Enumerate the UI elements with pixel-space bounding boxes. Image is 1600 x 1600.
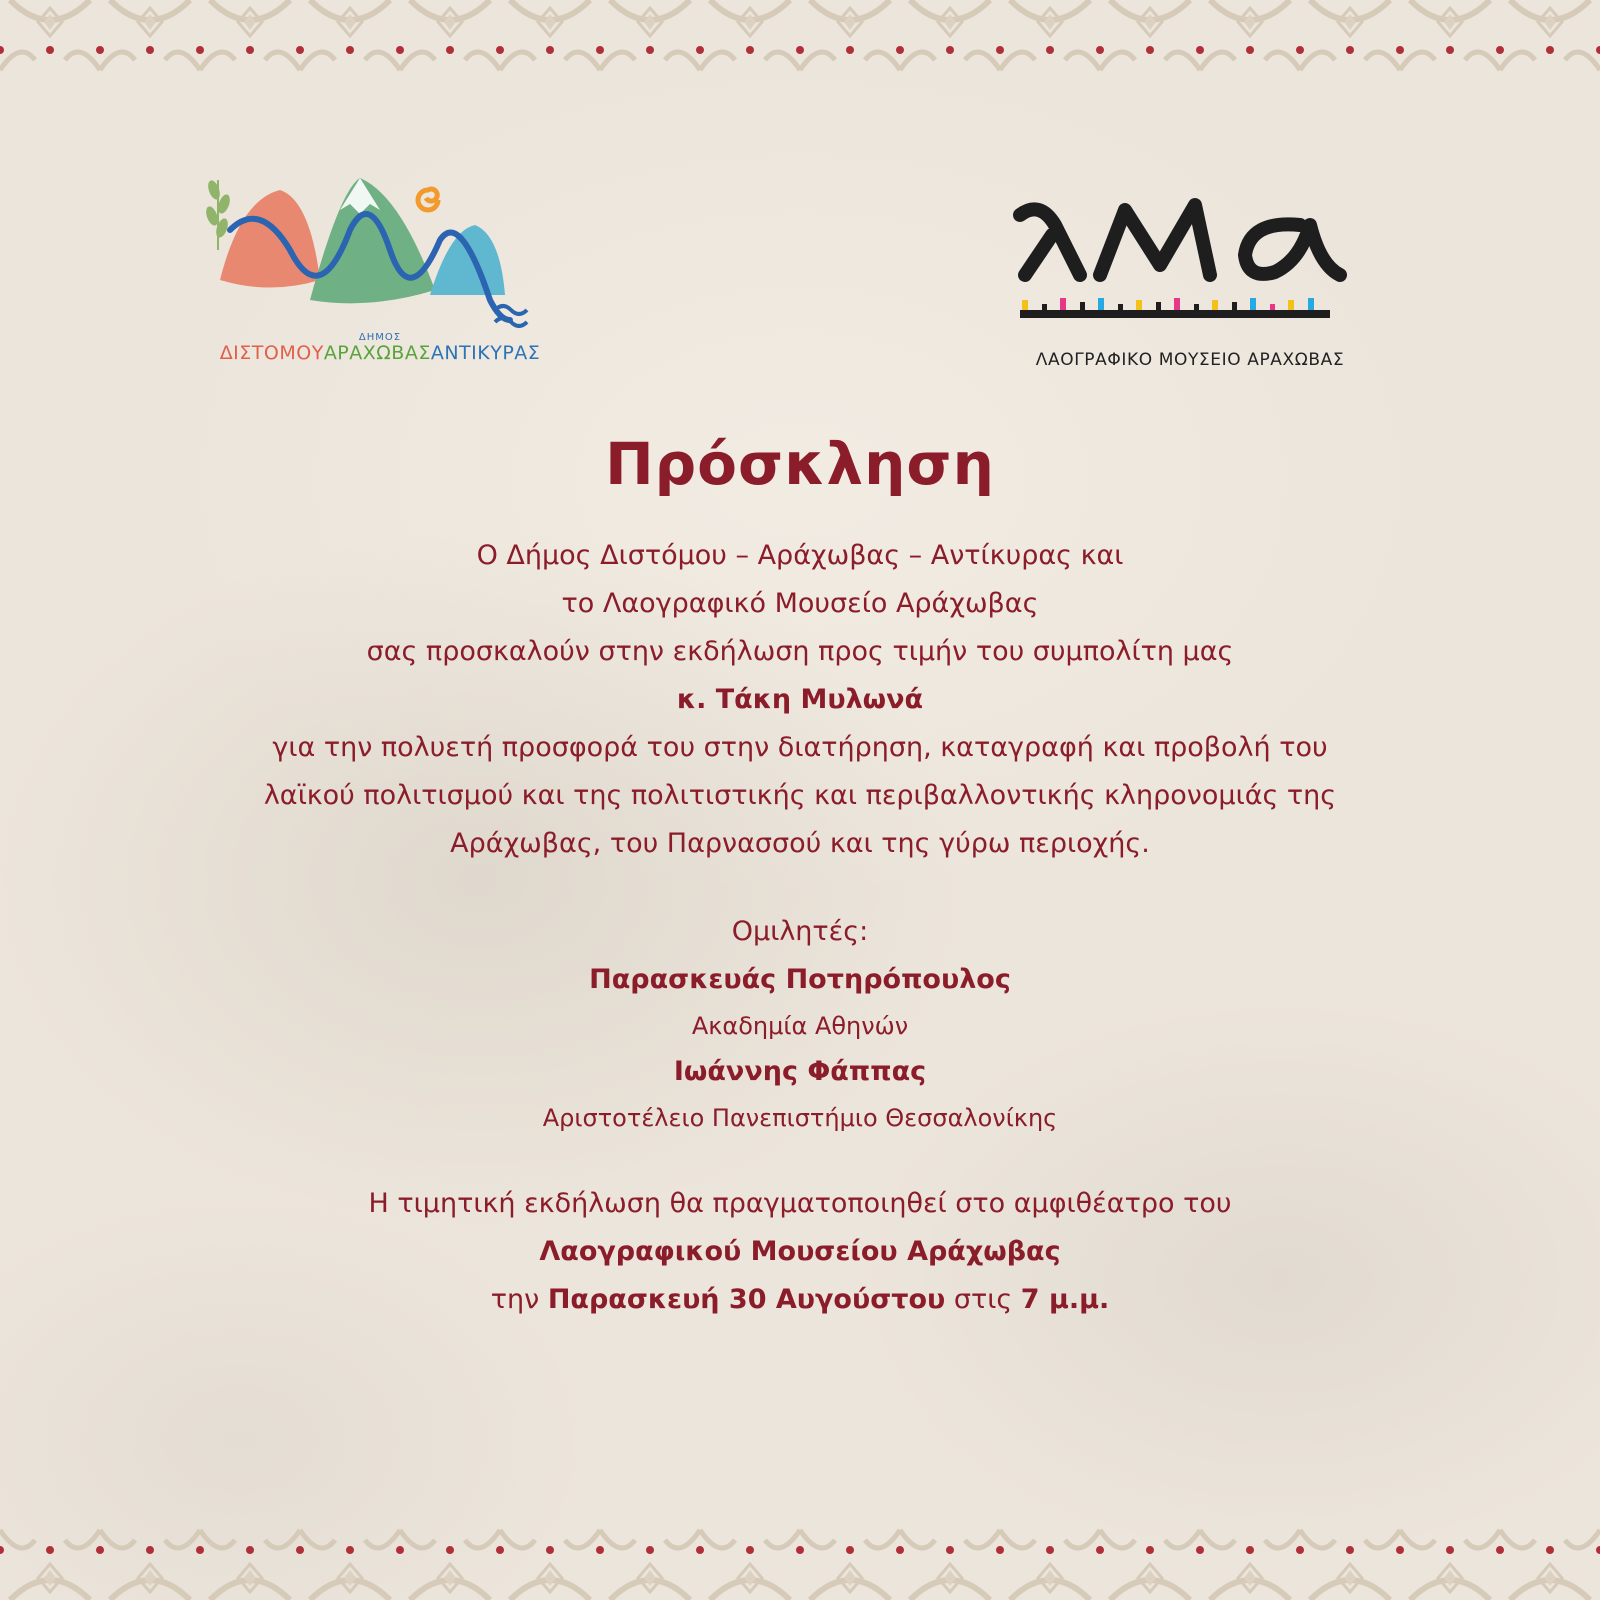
municipality-name <box>200 342 560 364</box>
wheat-icon <box>204 179 232 250</box>
municipality-logo <box>200 170 560 380</box>
speakers-label: Ομιλητές: <box>731 916 869 947</box>
museum-caption: ΛΑΟΓΡΑΦΙΚΟ ΜΟΥΣΕΙΟ ΑΡΑΧΩΒΑΣ <box>1035 350 1345 370</box>
speaker-2-affiliation: Αριστοτέλειο Πανεπιστήμιο Θεσσαλονίκης <box>542 1104 1058 1132</box>
municipality-name-part-2: ΑΡΑΧΩΒΑΣ <box>323 342 431 364</box>
municipality-name-part-1: ΔΙΣΤΟΜΟΥ <box>219 342 324 364</box>
intro-line-2: το Λαογραφικό Μουσείο Αράχωβας <box>561 588 1039 619</box>
museum-logo <box>1000 180 1380 380</box>
honoree-name: κ. Τάκη Μυλωνά <box>676 684 924 715</box>
museum-color-bars <box>1020 298 1330 318</box>
reason-line-2: λαϊκού πολιτισμού και της πολιτιστικής και περιβαλλοντικής κληρονομιάς της <box>263 780 1337 811</box>
museum-lma-wordmark <box>1000 180 1380 330</box>
venue-line: Η τιμητική εκδήλωση θα πραγματοποιηθεί στο αμφιθέατρο του <box>368 1188 1232 1219</box>
municipality-name-part-3: ΑΝΤΙΚΥΡΑΣ <box>430 342 541 364</box>
time-prefix: στις <box>953 1284 1013 1315</box>
reason-line-1: για την πολυετή προσφορά του στην διατήρηση, καταγραφή και προβολή του <box>272 732 1328 763</box>
venue-name: Λαογραφικού Μουσείου Αράχωβας <box>539 1236 1061 1267</box>
intro-line-1: Ο Δήμος Διστόμου – Αράχωβας – Αντίκυρας και <box>476 540 1124 571</box>
speaker-2-name: Ιωάννης Φάππας <box>673 1056 927 1087</box>
ornamental-border-top <box>0 0 1600 92</box>
ornamental-border-bottom <box>0 1508 1600 1600</box>
reason-line-3: Αράχωβας, του Παρνασσού και της γύρω περιοχής. <box>450 828 1150 859</box>
speaker-1-affiliation: Ακαδημία Αθηνών <box>691 1012 909 1040</box>
date-time-line <box>100 1276 1500 1324</box>
page-title: Πρόσκληση <box>605 430 995 498</box>
municipality-label-small: ΔΗΜΟΣ <box>358 332 402 343</box>
date-prefix: την <box>490 1284 540 1315</box>
spacer <box>100 1140 1500 1180</box>
invitation-body <box>100 430 1500 1324</box>
event-time: 7 μ.μ. <box>1020 1284 1110 1315</box>
speaker-1-name: Παρασκευάς Ποτηρόπουλος <box>589 964 1011 995</box>
spacer <box>100 868 1500 908</box>
municipality-mountains-icon <box>200 170 560 330</box>
event-date: Παρασκευή 30 Αυγούστου <box>547 1284 946 1315</box>
intro-line-3: σας προσκαλούν στην εκδήλωση προς τιμήν του συμπολίτη μας <box>366 636 1234 667</box>
